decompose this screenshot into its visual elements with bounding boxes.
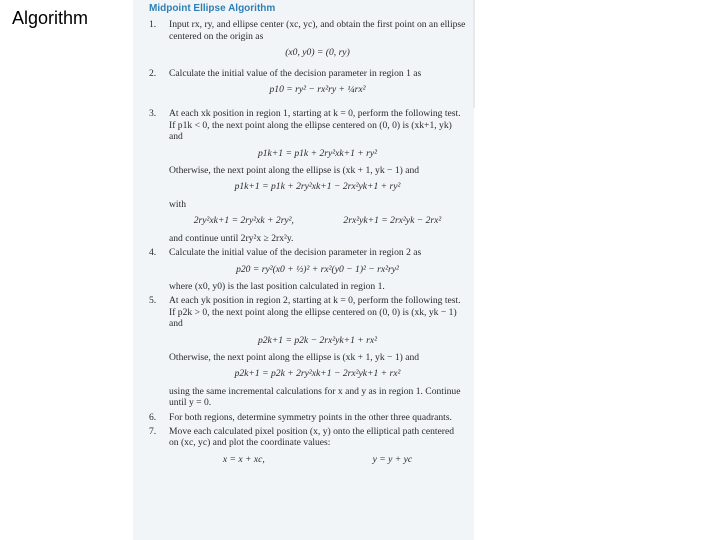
textbook-excerpt [133,0,474,540]
step-4 [145,247,466,292]
step-5 [145,295,466,408]
page-edge [473,0,475,108]
equation: (x0, y0) = (0, ry) [285,47,350,59]
step-text: Move each calculated pixel position (x, y) onto the elliptical path centered on (xc, yc) and plot the coordinate values: [169,425,455,449]
equation: p20 = ry²(x0 + ½)² + rx²(y0 − 1)² − rx²ry² [236,263,399,275]
equation: p10 = ry² − rx²ry + ¼rx² [269,84,366,96]
step-number: 4. [149,247,157,259]
equation: y = y + yc [372,453,413,465]
step-text: Calculate the initial value of the decision parameter in region 1 as [169,67,422,79]
algorithm-title: Midpoint Ellipse Algorithm [149,3,276,14]
step-text: using the same incremental calculations for x and y as in region 1. Continue until y = 0. [169,385,461,409]
step-number: 1. [149,19,157,31]
equation: p2k+1 = p2k − 2rx²yk+1 + rx² [257,334,378,346]
step-text: At each yk position in region 2, starting at k = 0, perform the following test. If p2k > 0, the next point along the ellipse centered on (0, 0) is (xk, yk − 1) and [169,295,461,330]
equation: p1k+1 = p1k + 2ry²xk+1 + ry² [257,147,378,159]
step-6 [145,412,466,423]
step-number: 3. [149,108,157,120]
step-text: Calculate the initial value of the decision parameter in region 2 as [169,247,422,259]
equation: p2k+1 = p2k + 2ry²xk+1 − 2rx²yk+1 + rx² [234,368,401,380]
equation: 2ry²xk+1 = 2ry²xk + 2ry², [193,215,294,227]
step-text: with [169,198,187,210]
slide-title: Algorithm [12,8,89,28]
step-number: 6. [149,411,157,423]
step-2 [145,68,466,102]
step-text: Otherwise, the next point along the ellipse is (xk + 1, yk − 1) and [169,165,420,177]
step-text: and continue until 2ry²x ≥ 2rx²y. [169,232,294,244]
equation: 2rx²yk+1 = 2rx²yk − 2rx² [343,215,442,227]
step-text: where (x0, y0) is the last position calculated in region 1. [169,280,385,292]
step-text: At each xk position in region 1, starting at k = 0, perform the following test. If p1k < 0, the next point along the ellipse centered on (0, 0) is (xk+1, yk) and [169,108,461,143]
equation: p1k+1 = p1k + 2ry²xk+1 − 2rx²yk+1 + ry² [234,181,401,193]
step-3 [145,108,466,244]
equation: x = x + xc, [222,453,265,465]
step-number: 7. [149,425,157,437]
step-number: 5. [149,295,157,307]
step-text: Otherwise, the next point along the ellipse is (xk + 1, yk − 1) and [169,351,420,363]
step-7 [145,426,466,471]
step-text: For both regions, determine symmetry points in the other three quadrants. [169,411,452,423]
step-number: 2. [149,67,157,79]
step-1 [145,19,466,64]
step-text: Input rx, ry, and ellipse center (xc, yc), and obtain the first point on an ellipse centered on the origin as [169,19,466,42]
equation-pair [169,215,466,226]
equation-pair [169,454,466,465]
